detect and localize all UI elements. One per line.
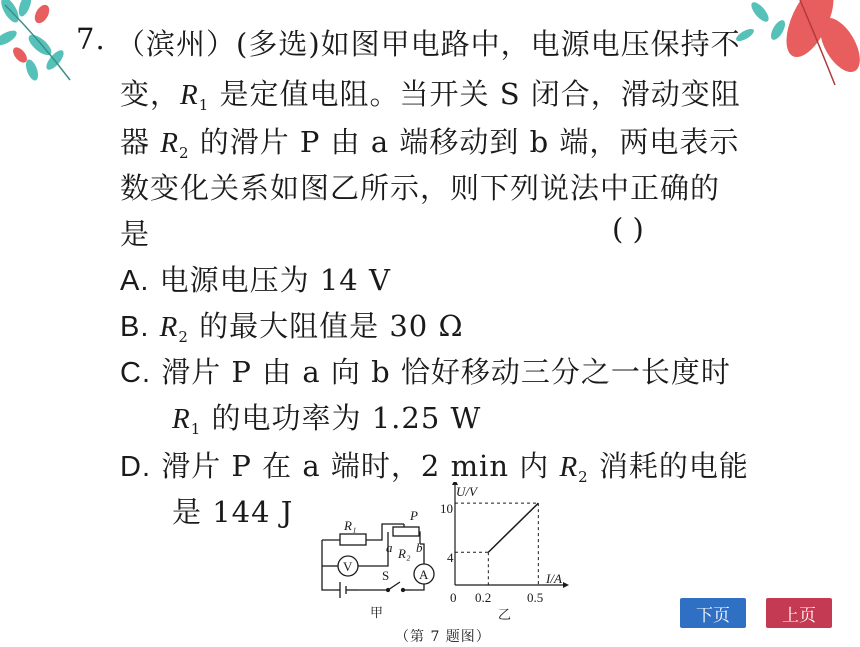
circuit-diagram [322, 524, 434, 598]
option-d-line-1: D. 滑片 P 在 a 端时，2 min 内 $R_2$ 消耗的电能 [120, 449, 749, 486]
question-line-2: 变，$R_1$ 是定值电阻。当开关 S 闭合，滑动变阻 [120, 77, 741, 114]
leaf-decoration-right [720, 0, 860, 95]
end-a-label: a [386, 540, 393, 555]
option-a: A. 电源电压为 14 V [120, 263, 391, 297]
question-line-4: 数变化关系如图乙所示，则下列说法中正确的 [120, 171, 721, 205]
y-tick-10: 10 [440, 501, 453, 516]
graph-caption: 乙 [498, 608, 512, 623]
x-tick-0.5: 0.5 [527, 590, 544, 605]
x-axis-arrow [563, 582, 569, 588]
ammeter-label: A [419, 567, 429, 582]
switch-label: S [382, 568, 390, 583]
next-page-button[interactable]: 下页 [680, 598, 746, 628]
figure-caption: （第 7 题图） [395, 629, 491, 645]
slider-p-label: P [410, 508, 418, 523]
circuit-caption: 甲 [370, 606, 384, 621]
r2-label: R₂ [398, 546, 411, 561]
question-number: 7. [76, 22, 106, 56]
option-c-line-2: $R_1$ 的电功率为 1.25 W [172, 401, 482, 438]
y-axis-label: U/V [456, 484, 477, 499]
origin-label: 0 [450, 590, 457, 605]
prev-page-button[interactable]: 上页 [766, 598, 832, 628]
option-c-line-1: C. 滑片 P 由 a 向 b 恰好移动三分之一长度时 [120, 355, 731, 389]
r1-label: R₁ [344, 518, 357, 533]
voltmeter-label: V [343, 559, 353, 574]
question-line-1: （滨州）(多选)如图甲电路中，电源电压保持不 [116, 27, 741, 61]
x-tick-0.2: 0.2 [475, 590, 492, 605]
option-b: B. $R_2$ 的最大阻值是 30 Ω [120, 309, 464, 346]
answer-bracket: ( ) [612, 212, 644, 246]
question-line-5: 是 [120, 217, 151, 251]
question-figure [300, 482, 590, 647]
x-axis-label: I/A [546, 571, 562, 586]
question-line-3: 器 $R_2$ 的滑片 P 由 a 端移动到 b 端，两电表示 [120, 125, 740, 162]
y-tick-4: 4 [447, 550, 454, 565]
series-line [488, 503, 538, 552]
option-d-line-2: 是 144 J [172, 495, 294, 529]
end-b-label: b [416, 540, 423, 555]
